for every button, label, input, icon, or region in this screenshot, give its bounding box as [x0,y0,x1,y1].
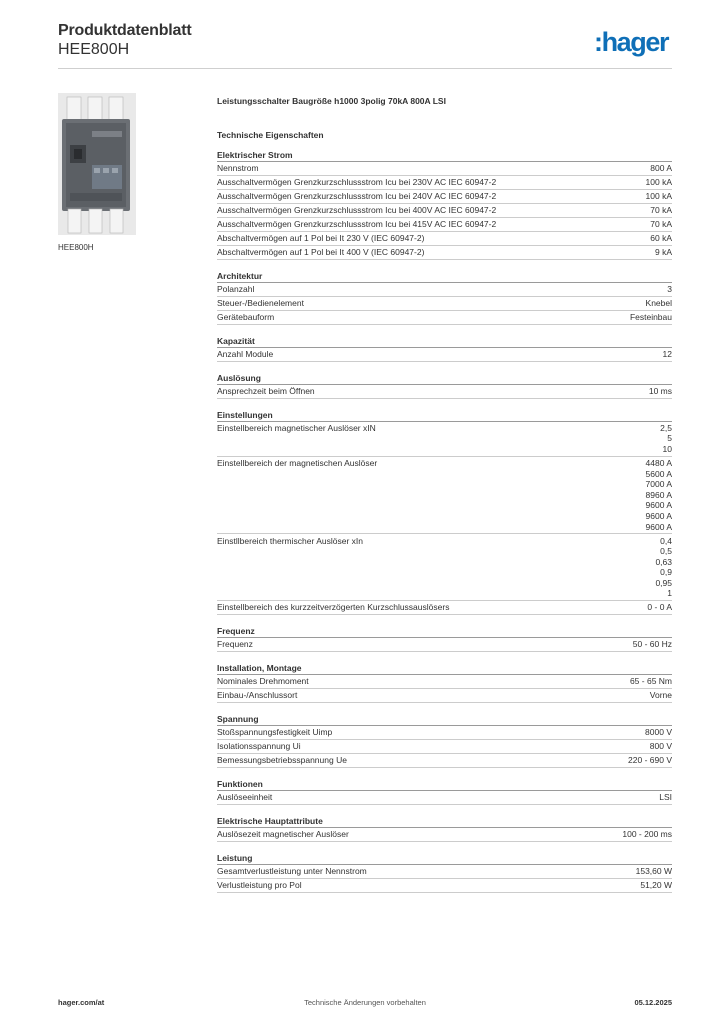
spec-value-line: 0,4 [660,535,672,546]
spec-value [667,284,672,295]
spec-label: Abschaltvermögen auf 1 Pol bei It 400 V (IEC 60947-2) [217,247,425,257]
spec-row [217,638,672,652]
spec-label: Gesamtverlustleistung unter Nennstrom [217,866,367,877]
spec-row [217,190,672,204]
section-title: Funktionen [217,779,672,791]
spec-value [650,741,672,752]
spec-value [650,163,672,174]
spec-label: Bemessungsbetriebsspannung Ue [217,755,347,766]
spec-row [217,879,672,893]
spec-value-line: 7000 A [645,479,672,490]
spec-value [630,312,672,323]
spec-value-line: 153,60 W [635,866,672,877]
spec-row [217,311,672,325]
spec-value-line: Vorne [649,690,672,701]
spec-section [217,271,672,325]
spec-row [217,601,672,615]
spec-value-line: 10 [662,444,672,454]
section-title: Spannung [217,714,672,726]
spec-value [622,829,672,840]
spec-value [650,205,672,216]
spec-label: Einstellbereich der magnetischen Auslöser [217,457,378,468]
spec-value [647,602,672,613]
spec-section [217,150,672,260]
document-header [58,22,192,59]
spec-value [646,177,672,188]
spec-section [217,853,672,893]
spec-row [217,204,672,218]
spec-value [645,727,672,738]
spec-section [217,410,672,616]
spec-value [646,298,672,309]
spec-value-line: 1 [667,588,672,599]
spec-value-line: 0,9 [660,567,672,578]
spec-value [628,755,672,766]
spec-value-line: 0,95 [655,577,672,588]
header-divider [58,68,672,69]
spec-label: Verlustleistung pro Pol [217,880,302,891]
section-title: Installation, Montage [217,663,672,675]
spec-row [217,754,672,768]
spec-row [217,162,672,176]
spec-section [217,779,672,805]
spec-value-line: 4480 A [645,457,672,468]
spec-row [217,828,672,842]
spec-label: Einbau-/Anschlussort [217,690,298,701]
spec-label: Nominales Drehmoment [217,676,309,687]
spec-label: Nennstrom [217,163,259,174]
spec-row [217,791,672,805]
spec-value [646,458,672,532]
spec-value-line: 100 - 200 ms [622,829,672,840]
spec-value [660,423,672,455]
spec-row [217,675,672,689]
spec-label: Ansprechzeit beim Öffnen [217,385,315,396]
spec-label: Steuer-/Bedienelement [217,297,304,308]
spec-section [217,626,672,652]
spec-label: Auslösezeit magnetischer Auslöser [217,829,349,840]
spec-value-line: 9600 A [645,521,672,532]
document-title: Produktdatenblatt [58,22,192,39]
spec-value-line: 0,63 [655,556,672,567]
spec-value-line: 9600 A [645,500,672,511]
spec-label: Auslöseeinheit [217,792,273,803]
spec-label: Isolationsspannung Ui [217,741,301,752]
spec-value [650,233,672,244]
spec-label: Polanzahl [217,283,255,294]
spec-value-line: 0,5 [660,546,672,557]
spec-value-line: 51,20 W [640,880,672,891]
spec-section [217,714,672,768]
spec-label: Ausschaltvermögen Grenzkurzschlussstrom Icu bei 400V AC IEC 60947-2 [217,205,497,216]
spec-value-line: 0 - 0 A [647,602,672,613]
spec-value-line: 100 kA [645,191,672,202]
spec-row [217,422,672,457]
image-caption: HEE800H [58,243,94,252]
spec-value [655,247,672,258]
circuit-breaker-image [58,93,136,235]
spec-label: Ausschaltvermögen Grenzkurzschlussstrom Icu bei 240V AC IEC 60947-2 [217,191,497,202]
spec-label: Abschaltvermögen auf 1 Pol bei It 230 V (IEC 60947-2) [217,233,425,244]
spec-value-line: 65 - 65 Nm [629,676,672,687]
spec-value-line: 220 - 690 V [628,755,672,766]
spec-value [663,349,672,360]
section-title: Einstellungen [217,410,672,422]
spec-value-line: 70 kA [650,219,672,230]
spec-row [217,246,672,260]
spec-value-line: Knebel [645,297,672,308]
spec-value-line: 60 kA [650,233,672,244]
section-title: Elektrischer Strom [217,150,672,162]
spec-sections [217,150,672,893]
section-title: Elektrische Hauptattribute [217,816,672,828]
spec-value-line: 12 [662,348,672,359]
spec-value-line: 9600 A [645,510,672,521]
spec-value [640,880,672,891]
section-title: Leistung [217,853,672,865]
spec-value [633,639,672,650]
spec-label: Einstllbereich thermischer Auslöser xIn [217,535,363,546]
spec-value [650,690,672,701]
spec-value [659,792,672,803]
spec-row [217,297,672,311]
spec-value-line: 800 V [649,741,672,752]
section-title: Architektur [217,271,672,283]
spec-value [646,191,672,202]
spec-label: Anzahl Module [217,348,274,359]
spec-row [217,457,672,535]
spec-value-line: 2,5 [660,422,672,433]
spec-label: Ausschaltvermögen Grenzkurzschlussstrom Icu bei 230V AC IEC 60947-2 [217,177,497,188]
spec-value [650,219,672,230]
technical-properties-heading: Technische Eigenschaften [217,130,324,140]
spec-value-line: 5600 A [645,468,672,479]
spec-section [217,663,672,703]
spec-value-line: 10 ms [648,385,672,396]
section-title: Frequenz [217,626,672,638]
product-name: Leistungsschalter Baugröße h1000 3polig 70kA 800A LSI [217,96,446,106]
spec-section [217,336,672,362]
spec-value-line: 100 kA [645,177,672,188]
spec-row [217,865,672,879]
spec-row [217,218,672,232]
spec-value-line: 5 [667,433,672,444]
section-title: Kapazität [217,336,672,348]
spec-value-line: Festeinbau [629,311,672,322]
spec-label: Einstellbereich magnetischer Auslöser xIN [217,422,376,433]
hager-logo: :hager [594,27,669,57]
spec-value [636,866,672,877]
spec-row [217,740,672,754]
spec-value-line: 8960 A [645,489,672,500]
spec-label: Frequenz [217,639,253,650]
spec-row [217,232,672,246]
spec-row [217,534,672,601]
spec-label: Einstellbereich des kurzzeitverzögerten Kurzschlussauslösers [217,602,450,613]
footer-website: hager.com/at [58,998,105,1007]
spec-row [217,726,672,740]
product-code: HEE800H [58,41,130,58]
spec-section [217,816,672,842]
spec-value-line: 800 A [650,163,672,174]
spec-row [217,689,672,703]
spec-value-line: 70 kA [650,205,672,216]
spec-label: Stoßspannungsfestigkeit Uimp [217,727,333,738]
spec-value [649,386,672,397]
spec-content [217,95,672,893]
spec-value-line: 9 kA [654,247,672,257]
spec-value-line: 50 - 60 Hz [632,639,672,650]
spec-label: Ausschaltvermögen Grenzkurzschlussstrom Icu bei 415V AC IEC 60947-2 [217,219,497,230]
spec-row [217,385,672,399]
spec-value [630,676,672,687]
footer-disclaimer: Technische Änderungen vorbehalten [304,998,426,1007]
section-title: Auslösung [217,373,672,385]
spec-row [217,283,672,297]
spec-value [655,536,672,600]
footer-date: 05.12.2025 [634,998,672,1007]
spec-value-line: 3 [667,283,672,294]
spec-row [217,348,672,362]
spec-section [217,373,672,399]
spec-value-line: LSI [659,792,672,803]
spec-value-line: 8000 V [645,727,672,738]
spec-label: Gerätebauform [217,311,275,322]
spec-row [217,176,672,190]
